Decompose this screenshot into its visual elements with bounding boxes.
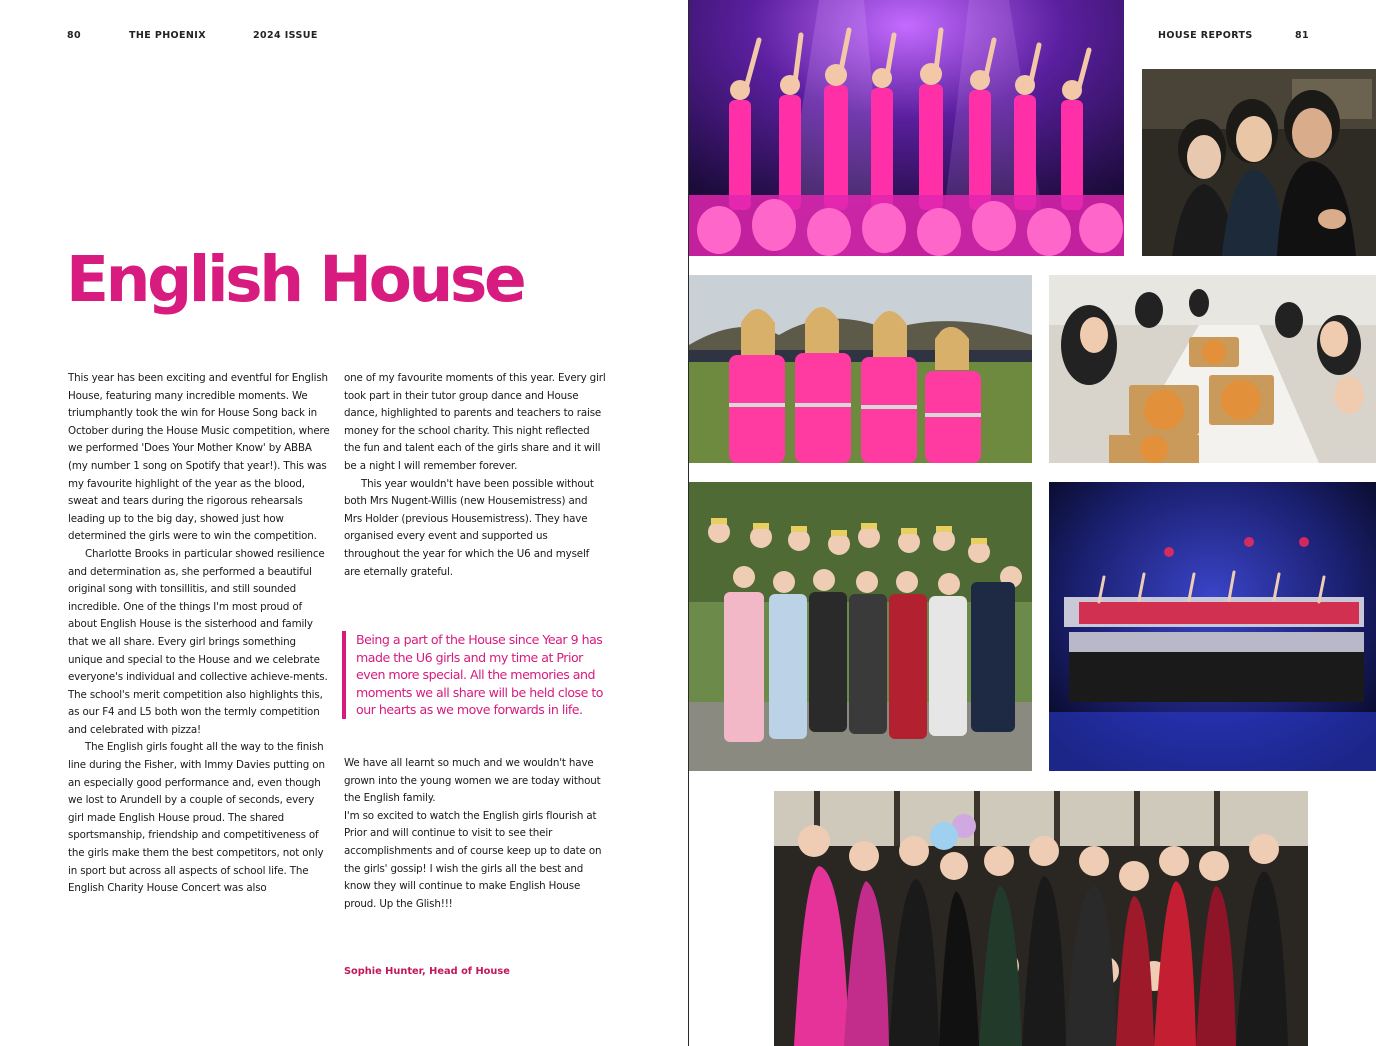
page-number-right: 81 bbox=[1295, 30, 1310, 41]
page-title: English House bbox=[66, 243, 524, 316]
article-paragraph: Charlotte Brooks in particular showed resilience and determination as, she performed a beautiful original song with tonsillitis, and still sounded incredible. One of the things I'm most proud of about English House is the sisterhood and family that we all share. Every girl brings something unique and special to the House and we celebrate everyone's individual and collective achieve-ments. The school's merit competition also highlights this, as our F4 and L5 both won the termly competition and celebrated with pizza! bbox=[68, 547, 328, 736]
article-column-1 bbox=[68, 370, 330, 898]
right-page bbox=[689, 0, 1376, 1046]
hi-vis-vests-photo bbox=[689, 275, 1032, 463]
article-paragraph: This year wouldn't have been possible without both Mrs Nugent-Willis (new Housemistress) and Mrs Holder (previous Housemistress). They have organised every event and supported us throughout the year for which the U6 and myself are eternally grateful. bbox=[344, 477, 594, 578]
group-crowns-photo bbox=[689, 482, 1032, 771]
article-column-2 bbox=[344, 370, 606, 581]
issue-label: 2024 ISSUE bbox=[253, 30, 318, 41]
page-number-left: 80 bbox=[67, 30, 82, 41]
article-column-2-closing bbox=[344, 755, 606, 913]
section-label: HOUSE REPORTS bbox=[1158, 30, 1253, 41]
formal-party-photo bbox=[774, 791, 1308, 1046]
house-music-stage-photo bbox=[1049, 482, 1376, 771]
pull-quote: Being a part of the House since Year 9 has made the U6 girls and my time at Prior even more special. All the memories and moments we all share will be held close to our hearts as we move forwards in life. bbox=[342, 631, 604, 719]
article-paragraph: We have all learnt so much and we wouldn't have grown into the young women we are today without the English family. bbox=[344, 757, 601, 805]
stage-performance-photo bbox=[689, 0, 1124, 256]
article-paragraph: one of my favourite moments of this year. Every girl took part in their tutor group dance and House dance, highlighted to parents and teachers to raise money for the school charity. This night reflected the fun and talent each of the girls share and it will be a night I will remember forever. bbox=[344, 372, 606, 472]
article-paragraph: I'm so excited to watch the English girls flourish at Prior and will continue to visit to see their accomplishments and of course keep up to date on the girls' gossip! I wish the girls all the best and know they will continue to make English House proud. Up the Glish!!! bbox=[344, 809, 602, 910]
publication-name: THE PHOENIX bbox=[129, 30, 206, 41]
three-girls-photo bbox=[1142, 69, 1376, 256]
pizza-party-photo bbox=[1049, 275, 1376, 463]
article-paragraph: The English girls fought all the way to the finish line during the Fisher, with Immy Davies putting on an especially good performance and, even though we lost to Arundell by a couple of seconds, every girl made English House proud. The shared sportsmanship, friendship and competitiveness of the girls make them the best competitors, not only in sport but across all aspects of school life. The English Charity House Concert was also bbox=[68, 741, 325, 895]
author-signature: Sophie Hunter, Head of House bbox=[344, 966, 510, 977]
article-paragraph: This year has been exciting and eventful for English House, featuring many incredible moments. We triumphantly took the win for House Song back in October during the House Music competition, where we performed 'Does Your Mother Know' by ABBA (my number 1 song on Spotify that year!). This was my favourite highlight of the year as the blood, sweat and tears during the rigorous rehearsals leading up to the big day, showed just how determined the girls were to win the competition. bbox=[68, 372, 330, 543]
